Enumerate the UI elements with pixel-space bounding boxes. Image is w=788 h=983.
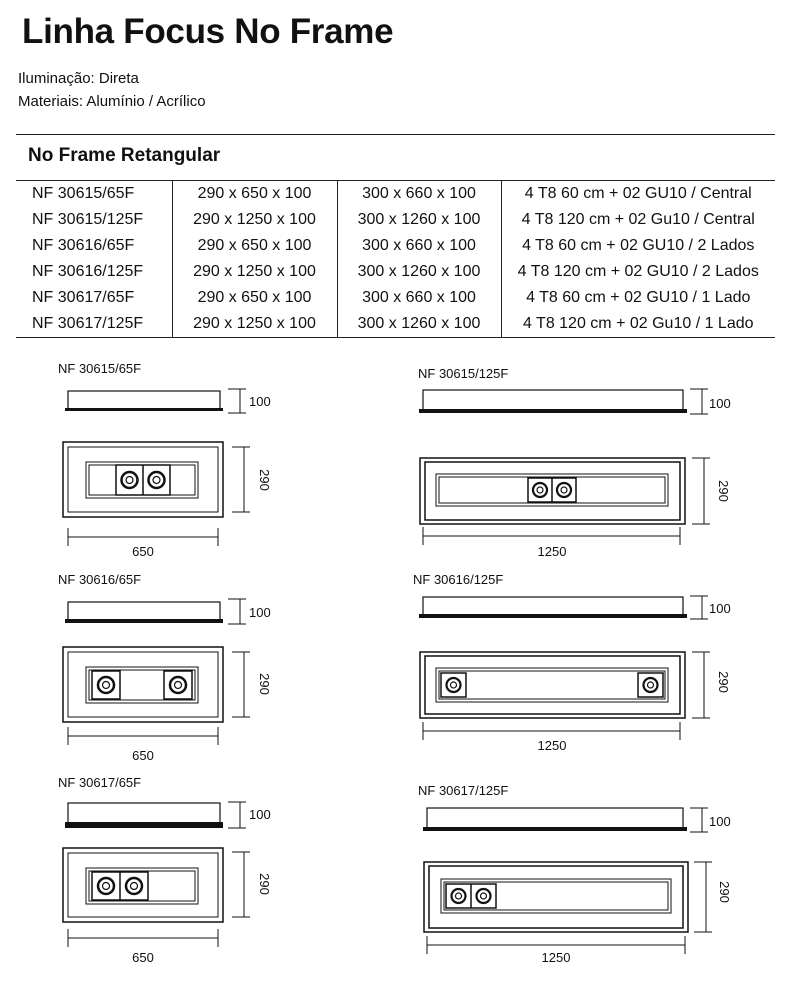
height-dimension — [228, 389, 246, 413]
model-cell: NF 30616/125F — [32, 263, 144, 280]
lamp-cell: 4 T8 60 cm + 02 GU10 / 1 Lado — [501, 285, 775, 311]
dimension-cell: 290 x 650 x 100 — [172, 233, 337, 259]
depth-label: 290 — [716, 480, 731, 502]
depth-dimension — [232, 652, 250, 717]
lighting-info: Iluminação: Direta — [18, 70, 139, 87]
length-label: 1250 — [537, 544, 567, 559]
front-view — [63, 647, 223, 722]
height-label: 100 — [249, 605, 271, 620]
cutout-cell: 300 x 660 x 100 — [337, 181, 501, 208]
dimension-cell: 290 x 650 x 100 — [172, 285, 337, 311]
depth-dimension — [692, 458, 710, 524]
side-view — [65, 803, 223, 828]
front-view — [63, 442, 223, 517]
height-label: 100 — [709, 814, 731, 829]
drawing-nf30616-125f — [419, 596, 731, 753]
lamp-cell: 4 T8 120 cm + 02 Gu10 / Central — [501, 207, 775, 233]
drawing-model-label: NF 30617/65F — [58, 775, 142, 790]
dimension-cell: 290 x 1250 x 100 — [172, 259, 337, 285]
front-view — [420, 458, 685, 524]
height-dimension — [228, 802, 246, 828]
depth-label: 290 — [257, 673, 272, 695]
front-view — [424, 862, 688, 932]
side-view — [419, 390, 687, 413]
model-cell: NF 30617/125F — [16, 311, 172, 338]
height-label: 100 — [249, 807, 271, 822]
length-label: 650 — [132, 748, 154, 763]
depth-dimension — [694, 862, 712, 932]
height-dimension — [690, 808, 708, 832]
depth-label: 290 — [257, 873, 272, 895]
drawing-nf30616-65f — [63, 599, 272, 763]
height-label: 100 — [709, 601, 731, 616]
depth-label: 290 — [257, 469, 272, 491]
side-view — [423, 808, 687, 831]
depth-dimension — [232, 447, 250, 512]
side-view — [65, 391, 223, 411]
cutout-cell: 300 x 660 x 100 — [337, 233, 501, 259]
model-cell: NF 30615/65F — [16, 181, 172, 208]
height-label: 100 — [709, 396, 731, 411]
lamp-cell: 4 T8 60 cm + 02 GU10 / Central — [501, 181, 775, 208]
drawing-model-label: NF 30616/65F — [58, 572, 142, 587]
drawing-nf30617-65f — [63, 802, 272, 965]
length-label: 650 — [132, 544, 154, 559]
model-cell: NF 30615/125F — [32, 211, 144, 228]
dimension-cell: 290 x 650 x 100 — [172, 181, 337, 208]
drawing-nf30617-125f — [423, 808, 732, 965]
model-cell: NF 30616/65F — [32, 237, 135, 254]
cutout-cell: 300 x 660 x 100 — [337, 285, 501, 311]
length-label: 1250 — [541, 950, 571, 965]
depth-label: 290 — [716, 671, 731, 693]
drawing-model-label: NF 30615/125F — [418, 366, 509, 381]
depth-dimension — [232, 852, 250, 917]
length-dimension — [68, 929, 218, 947]
dimension-cell: 290 x 1250 x 100 — [172, 207, 337, 233]
lamp-cell: 4 T8 120 cm + 02 Gu10 / 1 Lado — [501, 311, 775, 338]
page-title: Linha Focus No Frame — [22, 12, 394, 51]
drawing-model-label: NF 30615/65F — [58, 361, 142, 376]
side-view — [419, 597, 687, 618]
lamp-icon — [447, 678, 658, 692]
materials-info: Materiais: Alumínio / Acrílico — [18, 93, 206, 110]
model-cell: NF 30617/65F — [32, 289, 135, 306]
height-dimension — [690, 389, 708, 414]
depth-label: 290 — [717, 881, 732, 903]
length-dimension — [68, 727, 218, 745]
cutout-cell: 300 x 1260 x 100 — [337, 207, 501, 233]
depth-dimension — [692, 652, 710, 718]
lamp-cell: 4 T8 120 cm + 02 GU10 / 2 Lados — [501, 259, 775, 285]
drawing-model-label: NF 30616/125F — [413, 572, 504, 587]
cutout-cell: 300 x 1260 x 100 — [337, 311, 501, 338]
drawing-nf30615-125f — [419, 389, 731, 559]
section-title: No Frame Retangular — [28, 145, 221, 166]
lamp-cell: 4 T8 60 cm + 02 GU10 / 2 Lados — [501, 233, 775, 259]
side-view — [65, 602, 223, 623]
length-label: 1250 — [537, 738, 567, 753]
cutout-cell: 300 x 1260 x 100 — [337, 259, 501, 285]
dimension-cell: 290 x 1250 x 100 — [172, 311, 337, 338]
length-dimension — [423, 527, 680, 545]
lamp-icon — [98, 677, 186, 693]
height-dimension — [228, 599, 246, 624]
length-label: 650 — [132, 950, 154, 965]
drawing-model-label: NF 30617/125F — [418, 783, 509, 798]
drawing-nf30615-65f — [63, 389, 272, 559]
height-label: 100 — [249, 394, 271, 409]
height-dimension — [690, 596, 708, 619]
